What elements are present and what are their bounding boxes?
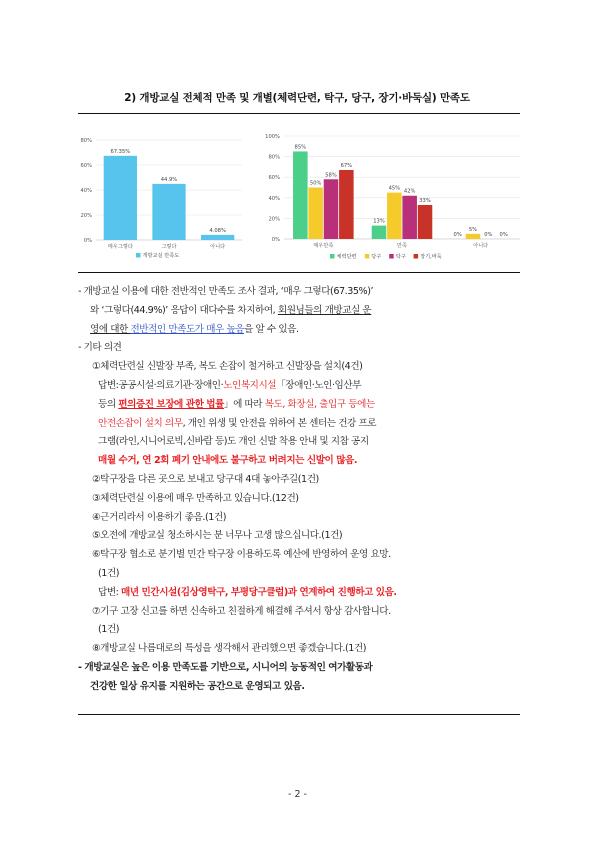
bar: [104, 156, 137, 240]
text-line: [78, 621, 522, 640]
bar: [324, 179, 339, 239]
y-tick-label: 20%: [268, 216, 280, 223]
x-tick-label: 아니다: [473, 243, 489, 249]
bar: [339, 170, 354, 239]
y-tick-label: 0%: [271, 237, 280, 243]
text-segment: (1건): [98, 567, 120, 579]
x-tick-label: 아니다: [210, 244, 226, 250]
legend-swatch: [414, 254, 419, 259]
bar: [387, 193, 402, 239]
y-tick-label: 60%: [80, 163, 92, 169]
text-segment: 편의증진 보장에 관한 법률: [118, 398, 224, 410]
data-label: 67%: [340, 162, 353, 169]
data-label: 13%: [373, 218, 385, 225]
text-segment: (1건): [98, 624, 120, 636]
text-line: [78, 546, 522, 565]
text-segment: ④근거리라서 이용하기 좋음.(1건): [92, 511, 226, 523]
text-segment: ⑦기구 고장 신고를 하면 신속하고 친절하게 해결해 주셔서 항상 감사합니다.: [92, 605, 391, 617]
text-segment: ①체력단련실 신발장 부족, 복도 손잡이 철거하고 신발장을 설치(4건): [92, 361, 363, 373]
data-label: 44.9%: [160, 176, 178, 183]
text-segment: ⑤오전에 개방교실 청소하시는 분 너무나 고생 많으십니다.(1건): [92, 530, 343, 542]
text-segment: ⑧개방교실 나름대로의 특성을 생각해서 관리했으면 좋겠습니다.(1건): [92, 643, 367, 655]
x-tick-label: 매우그렇다: [107, 244, 133, 250]
y-tick-label: 100%: [265, 134, 280, 140]
bottom-rule: [78, 714, 520, 715]
text-segment: 매월 수거, 연 2회 폐기 안내에도 불구하고 버려지는 신발이 많음.: [98, 455, 358, 467]
text-segment: ⑥탁구장 협소로 분기별 민간 탁구장 이용하도록 예산에 반영하여 운영 요망.: [92, 549, 391, 561]
text-line: [78, 321, 522, 340]
text-segment: ②탁구장을 다른 곳으로 보내고 당구대 4대 놓아주길(1건): [92, 473, 319, 485]
page-number: - 2 -: [288, 789, 307, 800]
text-segment: - 기타 의견: [78, 342, 122, 354]
bar: [466, 234, 481, 239]
legend-swatch: [365, 254, 370, 259]
data-label: 85%: [294, 144, 307, 151]
data-label: 67.35%: [110, 148, 131, 155]
data-label: 0%: [484, 232, 493, 238]
text-line: [78, 302, 522, 321]
data-label: 50%: [309, 180, 322, 187]
data-label: 4.08%: [209, 227, 226, 234]
bar: [402, 196, 417, 239]
text-line: [78, 471, 522, 490]
top-rule: [78, 113, 520, 114]
data-label: 0%: [499, 232, 508, 238]
text-segment: - 개방교실은 높은 이용 만족도를 기반으로, 시니어의 능동적인 여가활동과: [78, 661, 373, 673]
data-label: 45%: [388, 185, 401, 192]
data-label: 42%: [403, 188, 416, 195]
text-segment: - 개방교실 이용에 대한 전반적인 만족도 조사 결과, ‘매우 그렇다(67.35%)’: [78, 286, 374, 297]
text-line: [78, 283, 522, 302]
text-line: [78, 678, 522, 697]
bar: [372, 226, 387, 239]
x-tick-label: 매우만족: [313, 243, 334, 249]
text-segment: 답변:: [98, 586, 122, 598]
section-heading: 2) 개방교실 전체적 만족 및 개별(체력단련, 탁구, 당구, 장기·바둑실) 만족도: [124, 92, 470, 104]
text-segment: 답변:공공시설·의료기관·장애인·: [98, 379, 224, 391]
legend-swatch: [389, 254, 394, 259]
y-tick-label: 40%: [80, 188, 92, 194]
survey-body-text: [78, 283, 522, 697]
data-label: 58%: [325, 172, 337, 179]
data-label: 5%: [468, 226, 478, 233]
text-segment: 건강한 일상 유지를 지원하는 공간으로 운영되고 있음.: [90, 680, 305, 692]
text-line: [78, 377, 522, 396]
y-tick-label: 80%: [80, 138, 92, 144]
legend-label: 탁구: [395, 254, 406, 260]
text-line: [78, 565, 522, 584]
bar: [418, 205, 433, 239]
legend-label: 당구: [371, 254, 382, 260]
bar: [152, 184, 185, 240]
text-segment: 노인복지시설: [223, 379, 277, 391]
text-segment: , 개인 위생 및 안전을 위하여 본 센터는 건강 프로: [182, 417, 377, 429]
text-segment: 매년 민간시설(김상영탁구, 부평당구클럽)과 연계하여 진행하고 있음.: [121, 586, 397, 598]
text-segment: 안전손잡이 설치 의무: [98, 417, 183, 429]
legend-label: 장기,바둑: [420, 254, 442, 260]
text-line: [78, 640, 522, 659]
text-line: [78, 490, 522, 509]
chart-overall-satisfaction: [80, 130, 260, 262]
text-segment: 을 알 수 있음.: [244, 323, 299, 335]
text-line: [78, 339, 522, 358]
legend-swatch: [330, 254, 335, 259]
chart-room-satisfaction: [262, 130, 524, 270]
y-tick-label: 20%: [80, 213, 92, 219]
text-line: [78, 358, 522, 377]
bar: [308, 188, 323, 240]
legend-swatch: [136, 253, 141, 258]
chart-bottom-rule: [78, 272, 520, 273]
text-line: [78, 603, 522, 622]
legend-label: 체력단련: [336, 254, 357, 260]
text-line: [78, 433, 522, 452]
legend-label: 개방교실 만족도: [142, 253, 180, 259]
y-tick-label: 60%: [268, 175, 280, 182]
text-segment: ③체력단련실 이용에 매우 만족하고 있습니다.(12건): [92, 492, 299, 504]
x-tick-label: 만족: [396, 243, 408, 249]
text-segment: 복도, 화장실, 출입구 등에는: [264, 398, 375, 410]
text-line: [78, 659, 522, 678]
x-tick-label: 그렇다: [161, 244, 177, 250]
text-segment: 」에 따라: [223, 398, 265, 410]
text-line: [78, 396, 522, 415]
text-line: [78, 415, 522, 434]
text-segment: 회원님들의 개방교실 운: [277, 304, 372, 316]
text-line: [78, 509, 522, 528]
text-segment: 등의: [98, 398, 119, 410]
bar: [201, 235, 234, 240]
y-tick-label: 80%: [268, 154, 280, 161]
y-tick-label: 0%: [83, 238, 92, 244]
text-segment: 영에 대한: [90, 323, 131, 335]
y-tick-label: 40%: [268, 195, 280, 202]
text-line: [78, 584, 522, 603]
text-segment: 와 ‘그렇다(44.9%)’ 응답이 대다수를 차지하여,: [90, 304, 278, 316]
text-segment: 「장애인·노인·임산부: [276, 379, 362, 391]
text-line: [78, 527, 522, 546]
text-segment: 그램(라인,시니어로빅,신바람 등)도 개인 신발 착용 안내 및 지참 공지: [98, 436, 369, 448]
data-label: 0%: [453, 232, 462, 238]
text-segment: 전반적인 만족도가 매우 높음: [130, 323, 245, 335]
data-label: 33%: [419, 198, 431, 205]
text-line: [78, 452, 522, 471]
bar: [293, 151, 308, 239]
